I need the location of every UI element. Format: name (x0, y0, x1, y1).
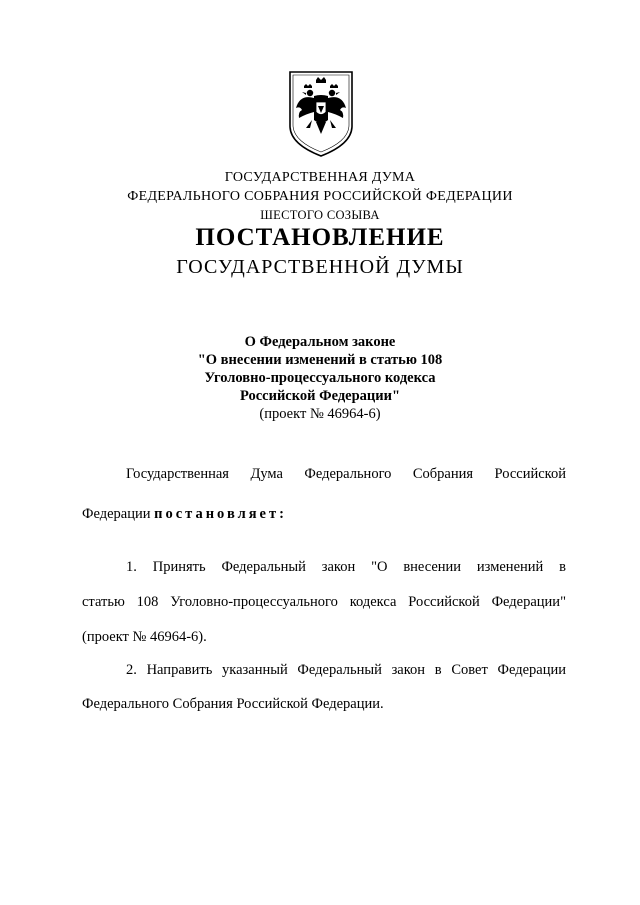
item-2-line-1: 2. Направить указанный Федеральный закон в Совет Федерации (126, 662, 566, 678)
header-line-state-duma: ГОСУДАРСТВЕННАЯ ДУМА (224, 170, 416, 185)
subject-line-2: "О внесении изменений в статью 108 (197, 352, 443, 368)
item-1-line-3: (проект № 46964-6). (82, 629, 207, 645)
header-line-federal-assembly: ФЕДЕРАЛЬНОГО СОБРАНИЯ РОССИЙСКОЙ ФЕДЕРАЦИИ (127, 189, 513, 204)
header-line-convocation: ШЕСТОГО СОЗЫВА (260, 208, 380, 222)
subject-project-number: (проект № 46964-6) (259, 406, 381, 422)
item-2-line-2: Федерального Собрания Российской Федерации. (82, 696, 384, 712)
subject-line-4: Российской Федерации" (239, 388, 401, 404)
subject-block (0, 333, 640, 423)
subject-line-1: О Федеральном законе (244, 334, 396, 350)
intro-prefix: Федерации (82, 506, 155, 522)
document-title: ПОСТАНОВЛЕНИЕ (195, 224, 445, 251)
item-1-line-2: статью 108 Уголовно-процессуального кодекса Российской Федерации" (82, 594, 566, 610)
intro-verb: постановляет: (154, 506, 287, 522)
item-1-line-1: 1. Принять Федеральный закон "О внесении изменений в (126, 559, 566, 575)
document-subtitle: ГОСУДАРСТВЕННОЙ ДУМЫ (176, 256, 464, 278)
intro-line-2 (82, 506, 566, 523)
subject-line-3: Уголовно-процессуального кодекса (204, 370, 436, 386)
coat-of-arms-icon (286, 68, 356, 158)
intro-line-1: Государственная Дума Федерального Собрания Российской (126, 466, 566, 482)
